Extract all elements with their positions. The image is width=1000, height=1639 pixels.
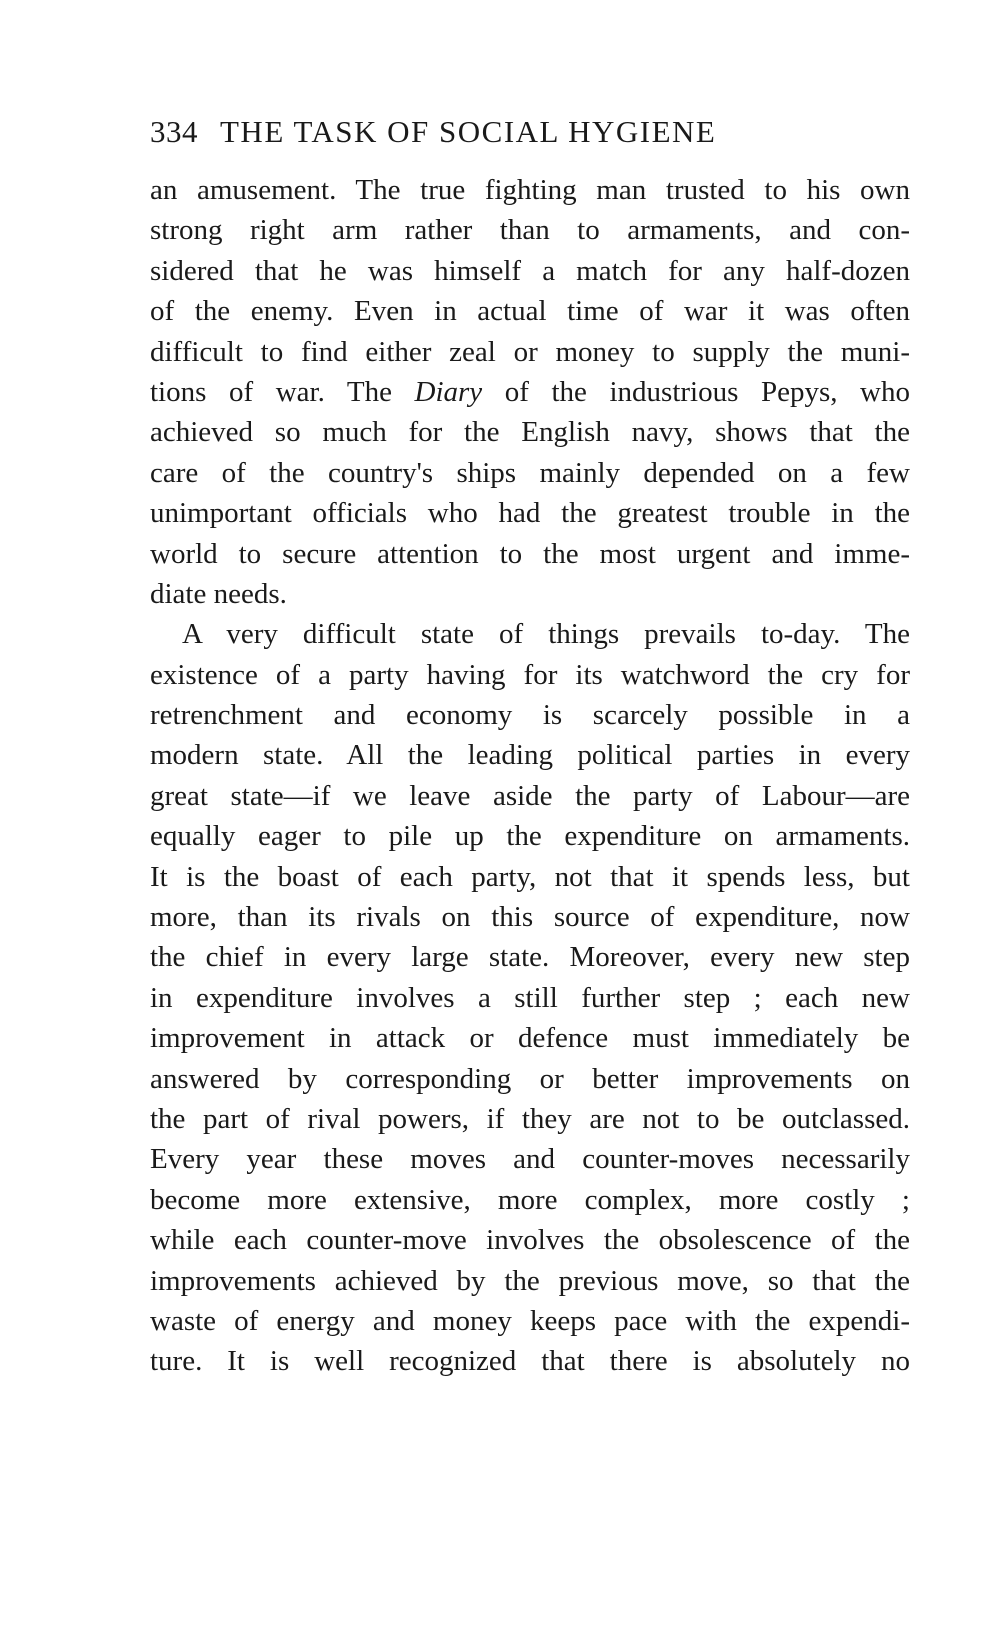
text-line: the part of rival powers, if they are not to be outclassed. <box>150 1102 910 1135</box>
text-segment: of the industrious Pepys, who <box>482 375 910 408</box>
text-line: modern state. All the leading political parties in every <box>150 739 910 772</box>
text-line: care of the country's ships mainly depended on a few <box>150 456 910 489</box>
text-line <box>150 372 910 412</box>
text-line: improvements achieved by the previous move, so that the <box>150 1264 910 1297</box>
text-line: the chief in every large state. Moreover, every new step <box>150 941 910 974</box>
text-line: become more extensive, more complex, more costly ; <box>150 1183 910 1216</box>
text-line: achieved so much for the English navy, shows that the <box>150 416 910 449</box>
text-line: sidered that he was himself a match for any half-dozen <box>150 254 910 287</box>
text-line: an amusement. The true fighting man trusted to his own <box>150 174 910 206</box>
book-title-italic: Diary <box>414 375 483 408</box>
text-line: improvement in attack or defence must immediately be <box>150 1022 910 1055</box>
text-line: It is the boast of each party, not that it spends less, but <box>150 860 910 893</box>
text-line: world to secure attention to the most urgent and imme- <box>150 537 910 570</box>
body-text <box>150 170 910 1382</box>
text-line: diate needs. <box>150 577 287 610</box>
text-segment: tions of war. The <box>150 375 415 408</box>
text-line: strong right arm rather than to armaments, and con- <box>150 214 910 247</box>
page-number: 334 <box>150 114 198 149</box>
text-line: difficult to find either zeal or money to supply the muni- <box>150 335 910 368</box>
text-line: equally eager to pile up the expenditure on armaments. <box>150 820 910 853</box>
running-head <box>150 114 910 158</box>
text-line: great state—if we leave aside the party of Labour—are <box>150 779 910 812</box>
text-line: more, than its rivals on this source of expenditure, now <box>150 901 910 934</box>
text-line: retrenchment and economy is scarcely possible in a <box>150 699 910 732</box>
text-line: existence of a party having for its watchword the cry for <box>150 658 910 691</box>
text-line: in expenditure involves a still further step ; each new <box>150 981 910 1014</box>
text-line: of the enemy. Even in actual time of war it was often <box>150 295 910 328</box>
text-line: while each counter-move involves the obsolescence of the <box>150 1224 910 1257</box>
running-title: THE TASK OF SOCIAL HYGIENE <box>220 114 717 149</box>
text-line: waste of energy and money keeps pace with the expendi- <box>150 1304 910 1337</box>
text-line: Every year these moves and counter-moves necessarily <box>150 1143 910 1176</box>
text-line: unimportant officials who had the greatest trouble in the <box>150 497 910 530</box>
paragraph-start-line: A very difficult state of things prevails to-day. The <box>182 618 910 651</box>
text-line: ture. It is well recognized that there is absolutely no <box>150 1345 910 1378</box>
text-line: answered by corresponding or better improvements on <box>150 1062 910 1095</box>
